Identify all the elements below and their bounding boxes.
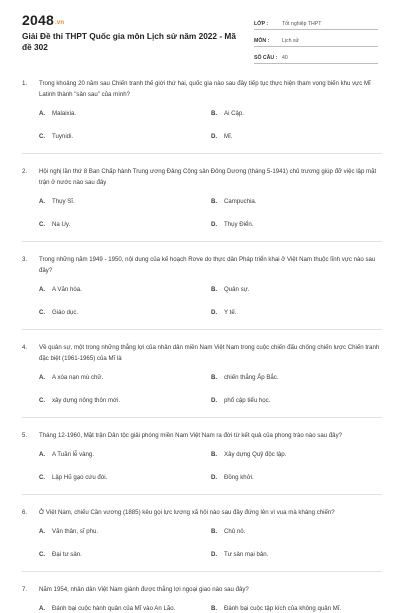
question-divider bbox=[22, 329, 382, 330]
answer-text: Tư sản mại bản. bbox=[224, 551, 269, 558]
answer-text: Văn thân, sĩ phu. bbox=[52, 528, 99, 535]
answer-letter: B. bbox=[211, 286, 218, 293]
answer-letter: D. bbox=[211, 474, 218, 481]
question-stem bbox=[22, 342, 382, 364]
answer-letter: A. bbox=[39, 110, 46, 117]
question-stem bbox=[22, 166, 382, 188]
question-number: 1. bbox=[22, 80, 28, 87]
question-number: 3. bbox=[22, 256, 28, 263]
answer-text: phổ cập tiểu học. bbox=[224, 397, 271, 404]
meta-row-count bbox=[254, 47, 378, 64]
answer-letter: C. bbox=[39, 397, 46, 404]
answer-letter: C. bbox=[39, 221, 46, 228]
answer-letter: D. bbox=[211, 551, 218, 558]
meta-label-class: LỚP : bbox=[254, 21, 269, 27]
answer-text: chiến thắng Ấp Bắc. bbox=[224, 374, 279, 381]
meta-value-subject: Lịch sử bbox=[282, 38, 300, 44]
meta-label-count: SỐ CÂU : bbox=[254, 55, 278, 61]
question-divider bbox=[22, 153, 382, 154]
answer-letter: A. bbox=[39, 451, 46, 458]
answer-text: Xây dựng Quỹ độc lập. bbox=[224, 451, 287, 458]
question-text: Năm 1954, nhân dân Việt Nam giành được thắng lợi ngoại giao nào sau đây? bbox=[39, 586, 249, 593]
question-number: 2. bbox=[22, 168, 28, 175]
answer-letter: C. bbox=[39, 474, 46, 481]
question-stem bbox=[22, 584, 382, 595]
answer-letter: D. bbox=[211, 309, 218, 316]
meta-value-class: Tốt nghiệp THPT bbox=[282, 21, 322, 27]
answer-option-b[interactable] bbox=[211, 285, 383, 294]
question-divider bbox=[22, 417, 382, 418]
answer-options bbox=[39, 285, 382, 317]
meta-value-count: 40 bbox=[282, 55, 288, 61]
answer-text: Đồng khởi. bbox=[224, 474, 254, 481]
answer-letter: A. bbox=[39, 198, 46, 205]
answer-text: Đánh bại cuộc tập kích của không quân Mĩ. bbox=[224, 605, 342, 612]
answer-text: A Tuần lễ vàng. bbox=[52, 451, 95, 458]
question-7 bbox=[22, 584, 382, 613]
question-text: Tháng 12-1960, Mặt trận Dân tộc giải phóng miền Nam Việt Nam ra đời từ kết quả của phong trào nào sau đây? bbox=[39, 432, 343, 439]
answer-text: Lập Hũ gạo cứu đói. bbox=[52, 474, 108, 481]
answer-text: Campuchia. bbox=[224, 198, 257, 205]
answer-letter: B. bbox=[211, 528, 218, 535]
question-number: 5. bbox=[22, 432, 28, 439]
answer-option-b[interactable] bbox=[211, 450, 383, 459]
question-3 bbox=[22, 254, 382, 330]
logo-suffix: .vn bbox=[54, 20, 65, 26]
page-title: Giải Đề thi THPT Quốc gia môn Lịch sử năm 2022 - Mã đề 302 bbox=[22, 31, 236, 52]
answer-options bbox=[39, 527, 382, 559]
question-text: Trong khoảng 20 năm sau Chiến tranh thế giới thứ hai, quốc gia nào sau đây tiếp tục thực hiện tham vọng biến khu vực Mĩ Latinh thành "sân sau" của mình? bbox=[39, 80, 371, 98]
answer-text: Malaixia. bbox=[52, 110, 77, 117]
answer-options bbox=[39, 604, 382, 613]
question-text: Trong những năm 1949 - 1950, nội dung của kế hoạch Rơve do thực dân Pháp triển khai ở Việt Nam thuộc lĩnh vực nào sau đây? bbox=[39, 256, 376, 274]
answer-text: Tuynidi. bbox=[52, 133, 74, 140]
question-number: 4. bbox=[22, 344, 28, 351]
answer-option-c[interactable] bbox=[39, 473, 211, 482]
answer-options bbox=[39, 197, 382, 229]
meta-row-subject bbox=[254, 30, 378, 47]
answer-option-d[interactable] bbox=[211, 308, 383, 317]
answer-option-a[interactable] bbox=[39, 604, 211, 613]
answer-option-a[interactable] bbox=[39, 285, 211, 294]
answer-letter: A. bbox=[39, 605, 46, 612]
answer-letter: B. bbox=[211, 451, 218, 458]
question-stem bbox=[22, 507, 382, 518]
answer-letter: D. bbox=[211, 397, 218, 404]
answer-option-c[interactable] bbox=[39, 308, 211, 317]
question-number: 6. bbox=[22, 509, 28, 516]
answer-option-d[interactable] bbox=[211, 550, 383, 559]
answer-letter: B. bbox=[211, 374, 218, 381]
answer-option-a[interactable] bbox=[39, 373, 211, 382]
question-divider bbox=[22, 241, 382, 242]
answer-option-c[interactable] bbox=[39, 220, 211, 229]
answer-option-d[interactable] bbox=[211, 220, 383, 229]
answer-options bbox=[39, 373, 382, 405]
answer-text: A xóa nạn mù chữ. bbox=[52, 374, 104, 381]
answer-options bbox=[39, 450, 382, 482]
answer-text: Thụy Sĩ. bbox=[52, 198, 75, 205]
answer-option-c[interactable] bbox=[39, 396, 211, 405]
answer-option-c[interactable] bbox=[39, 550, 211, 559]
answer-option-b[interactable] bbox=[211, 373, 383, 382]
answer-letter: D. bbox=[211, 221, 218, 228]
answer-letter: B. bbox=[211, 605, 218, 612]
answer-text: Đại tư sản. bbox=[52, 551, 82, 558]
question-text: Về quân sự, một trong những thắng lợi của nhân dân miền Nam Việt Nam trong cuộc chiến đấu chống chiến lược Chiến tranh đặc biệt (1961-1965) của Mĩ là bbox=[39, 344, 380, 362]
question-4 bbox=[22, 342, 382, 418]
answer-option-b[interactable] bbox=[211, 109, 383, 118]
answer-text: Na Uy. bbox=[52, 221, 71, 228]
answer-option-d[interactable] bbox=[211, 132, 383, 141]
answer-text: A Văn hóa. bbox=[52, 286, 82, 293]
answer-options bbox=[39, 109, 382, 141]
answer-letter: A. bbox=[39, 286, 46, 293]
question-divider bbox=[22, 571, 382, 572]
answer-text: xây dựng nông thôn mới. bbox=[52, 397, 121, 404]
question-6 bbox=[22, 507, 382, 572]
exam-meta bbox=[254, 13, 378, 64]
answer-option-d[interactable] bbox=[211, 473, 383, 482]
answer-option-d[interactable] bbox=[211, 396, 383, 405]
answer-option-a[interactable] bbox=[39, 450, 211, 459]
answer-text: Mĩ. bbox=[224, 133, 233, 140]
answer-option-b[interactable] bbox=[211, 604, 383, 613]
question-2 bbox=[22, 166, 382, 242]
question-5 bbox=[22, 430, 382, 495]
meta-label-subject: MÔN : bbox=[254, 38, 270, 44]
answer-option-a[interactable] bbox=[39, 197, 211, 206]
answer-text: Ai Cập. bbox=[224, 110, 244, 117]
answer-letter: D. bbox=[211, 133, 218, 140]
answer-letter: A. bbox=[39, 528, 46, 535]
answer-letter: A. bbox=[39, 374, 46, 381]
answer-text: Thụy Điển. bbox=[224, 221, 254, 228]
question-text: Hội nghị lần thứ 8 Ban Chấp hành Trung ương Đảng Cộng sản Đông Dương (tháng 5-1941) chủ trương giúp đỡ việc lập mặt trận ở nước nào sau đây bbox=[39, 168, 377, 186]
site-logo[interactable] bbox=[22, 12, 64, 28]
answer-text: Giáo dục. bbox=[52, 309, 79, 316]
answer-text: Y tế. bbox=[224, 309, 237, 316]
answer-text: Đánh bại cuộc hành quân của Mĩ vào An Lão. bbox=[52, 605, 176, 612]
page-header bbox=[0, 0, 400, 68]
answer-text: Chủ nô. bbox=[224, 528, 246, 535]
answer-option-c[interactable] bbox=[39, 132, 211, 141]
answer-option-a[interactable] bbox=[39, 109, 211, 118]
answer-letter: C. bbox=[39, 309, 46, 316]
meta-row-class bbox=[254, 13, 378, 30]
answer-text: Quân sự. bbox=[224, 286, 250, 293]
answer-option-b[interactable] bbox=[211, 527, 383, 536]
question-divider bbox=[22, 494, 382, 495]
question-number: 7. bbox=[22, 586, 28, 593]
question-stem bbox=[22, 78, 382, 100]
question-text: Ở Việt Nam, chiếu Cần vương (1885) kêu gọi lực lượng xã hội nào sau đây đứng lên vì vua mà kháng chiến? bbox=[39, 509, 335, 516]
answer-option-a[interactable] bbox=[39, 527, 211, 536]
question-stem bbox=[22, 254, 382, 276]
logo-text: 2048 bbox=[22, 12, 54, 28]
answer-option-b[interactable] bbox=[211, 197, 383, 206]
question-stem bbox=[22, 430, 382, 441]
answer-letter: B. bbox=[211, 198, 218, 205]
answer-letter: C. bbox=[39, 133, 46, 140]
question-list bbox=[22, 78, 382, 613]
question-1 bbox=[22, 78, 382, 154]
answer-letter: B. bbox=[211, 110, 218, 117]
answer-letter: C. bbox=[39, 551, 46, 558]
